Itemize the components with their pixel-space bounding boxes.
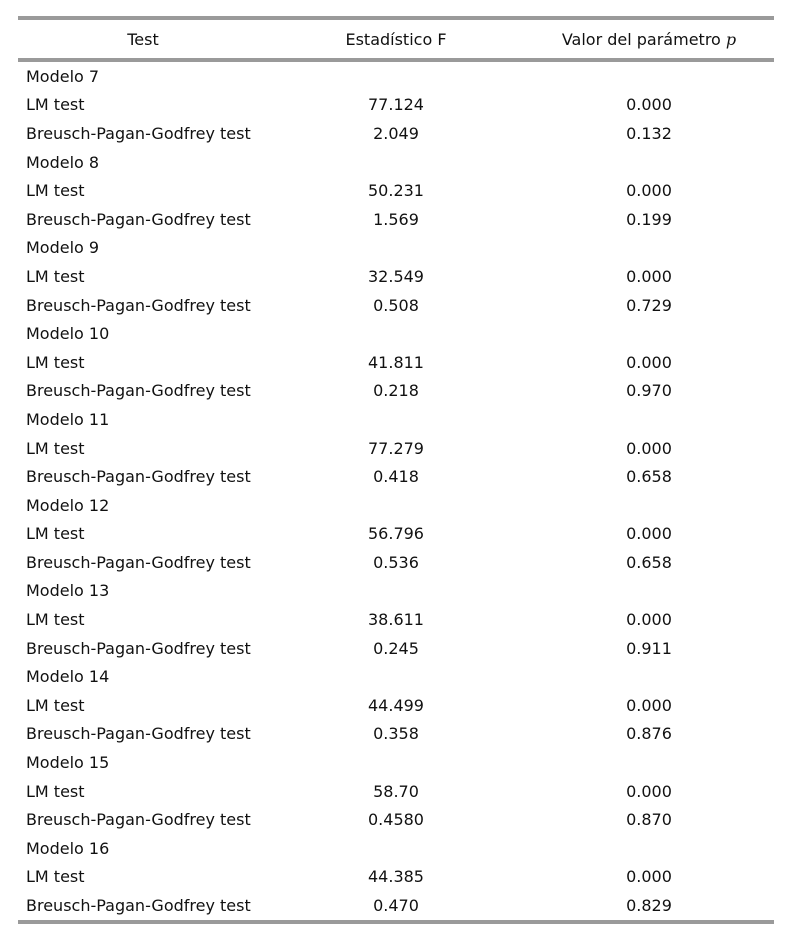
p-value-cell: 0.132 (626, 123, 672, 143)
f-statistic-cell: 0.536 (373, 552, 419, 572)
f-statistic-cell: 58.70 (373, 781, 419, 801)
table-row (18, 691, 774, 720)
test-name-cell: LM test (26, 781, 85, 801)
model-group-row (18, 234, 774, 263)
model-name: Modelo 12 (26, 495, 110, 515)
table-row (18, 548, 774, 577)
p-value-cell: 0.829 (626, 896, 672, 916)
test-name-cell: LM test (26, 181, 85, 201)
f-statistic-cell: 32.549 (368, 266, 424, 286)
header-p-value (524, 30, 774, 49)
table-row (18, 119, 774, 148)
model-name: Modelo 10 (26, 324, 110, 344)
test-name-cell: LM test (26, 610, 85, 630)
p-value-cell: 0.000 (626, 95, 672, 115)
p-value-cell: 0.729 (626, 295, 672, 315)
model-group-row (18, 662, 774, 691)
test-name-cell: Breusch-Pagan-Godfrey test (26, 381, 251, 401)
p-value-cell: 0.000 (626, 524, 672, 544)
model-name: Modelo 8 (26, 152, 100, 172)
test-name-cell: Breusch-Pagan-Godfrey test (26, 638, 251, 658)
table-row (18, 176, 774, 205)
table-header (18, 20, 774, 58)
p-value-cell: 0.000 (626, 181, 672, 201)
p-value-cell: 0.000 (626, 781, 672, 801)
p-value-cell: 0.658 (626, 552, 672, 572)
f-statistic-cell: 0.508 (373, 295, 419, 315)
results-table (18, 16, 774, 924)
f-statistic-cell: 0.358 (373, 724, 419, 744)
f-statistic-cell: 2.049 (373, 123, 419, 143)
f-statistic-cell: 0.245 (373, 638, 419, 658)
table-body (18, 62, 774, 920)
table-row (18, 805, 774, 834)
test-name-cell: Breusch-Pagan-Godfrey test (26, 896, 251, 916)
test-name-cell: LM test (26, 867, 85, 887)
test-name-cell: LM test (26, 438, 85, 458)
table-row (18, 462, 774, 491)
f-statistic-cell: 0.418 (373, 467, 419, 487)
model-name: Modelo 15 (26, 753, 110, 773)
table-row (18, 891, 774, 920)
p-value-cell: 0.199 (626, 209, 672, 229)
model-name: Modelo 14 (26, 667, 110, 687)
p-value-cell: 0.658 (626, 467, 672, 487)
header-f-statistic: Estadístico F (345, 29, 447, 49)
f-statistic-cell: 56.796 (368, 524, 424, 544)
f-statistic-cell: 77.124 (368, 95, 424, 115)
f-statistic-cell: 77.279 (368, 438, 424, 458)
f-statistic-cell: 0.218 (373, 381, 419, 401)
test-name-cell: Breusch-Pagan-Godfrey test (26, 123, 251, 143)
test-name-cell: LM test (26, 695, 85, 715)
table-row (18, 205, 774, 234)
model-group-row (18, 148, 774, 177)
table-row (18, 863, 774, 892)
f-statistic-cell: 50.231 (368, 181, 424, 201)
f-statistic-cell: 38.611 (368, 610, 424, 630)
model-group-row (18, 491, 774, 520)
f-statistic-cell: 44.385 (368, 867, 424, 887)
test-name-cell: Breusch-Pagan-Godfrey test (26, 467, 251, 487)
table-row (18, 520, 774, 549)
p-value-cell: 0.000 (626, 610, 672, 630)
test-name-cell: LM test (26, 266, 85, 286)
header-p-value-text: Valor del parámetro (561, 29, 726, 49)
table-row (18, 262, 774, 291)
model-group-row (18, 748, 774, 777)
test-name-cell: LM test (26, 95, 85, 115)
table-row (18, 777, 774, 806)
test-name-cell: Breusch-Pagan-Godfrey test (26, 209, 251, 229)
f-statistic-cell: 44.499 (368, 695, 424, 715)
model-name: Modelo 13 (26, 581, 110, 601)
model-group-row (18, 62, 774, 91)
model-name: Modelo 7 (26, 66, 100, 86)
f-statistic-cell: 0.4580 (368, 810, 424, 830)
test-name-cell: Breusch-Pagan-Godfrey test (26, 295, 251, 315)
model-name: Modelo 9 (26, 238, 100, 258)
table-row (18, 605, 774, 634)
table-row (18, 434, 774, 463)
table-row (18, 377, 774, 406)
model-group-row (18, 319, 774, 348)
test-name-cell: Breusch-Pagan-Godfrey test (26, 552, 251, 572)
p-value-cell: 0.870 (626, 810, 672, 830)
p-value-cell: 0.000 (626, 266, 672, 286)
table-row (18, 291, 774, 320)
table-row (18, 720, 774, 749)
test-name-cell: Breusch-Pagan-Godfrey test (26, 724, 251, 744)
model-group-row (18, 577, 774, 606)
test-name-cell: Breusch-Pagan-Godfrey test (26, 810, 251, 830)
model-name: Modelo 16 (26, 838, 110, 858)
p-value-cell: 0.876 (626, 724, 672, 744)
model-name: Modelo 11 (26, 409, 110, 429)
test-name-cell: LM test (26, 524, 85, 544)
p-value-cell: 0.000 (626, 695, 672, 715)
header-p-value-italic: p (725, 29, 737, 49)
p-value-cell: 0.000 (626, 352, 672, 372)
test-name-cell: LM test (26, 352, 85, 372)
p-value-cell: 0.911 (626, 638, 672, 658)
f-statistic-cell: 1.569 (373, 209, 419, 229)
header-test: Test (127, 29, 159, 49)
table-row (18, 348, 774, 377)
bottom-rule (18, 920, 774, 924)
model-group-row (18, 834, 774, 863)
p-value-cell: 0.000 (626, 438, 672, 458)
p-value-cell: 0.970 (626, 381, 672, 401)
table-row (18, 91, 774, 120)
f-statistic-cell: 0.470 (373, 896, 419, 916)
f-statistic-cell: 41.811 (368, 352, 424, 372)
table-row (18, 634, 774, 663)
p-value-cell: 0.000 (626, 867, 672, 887)
model-group-row (18, 405, 774, 434)
